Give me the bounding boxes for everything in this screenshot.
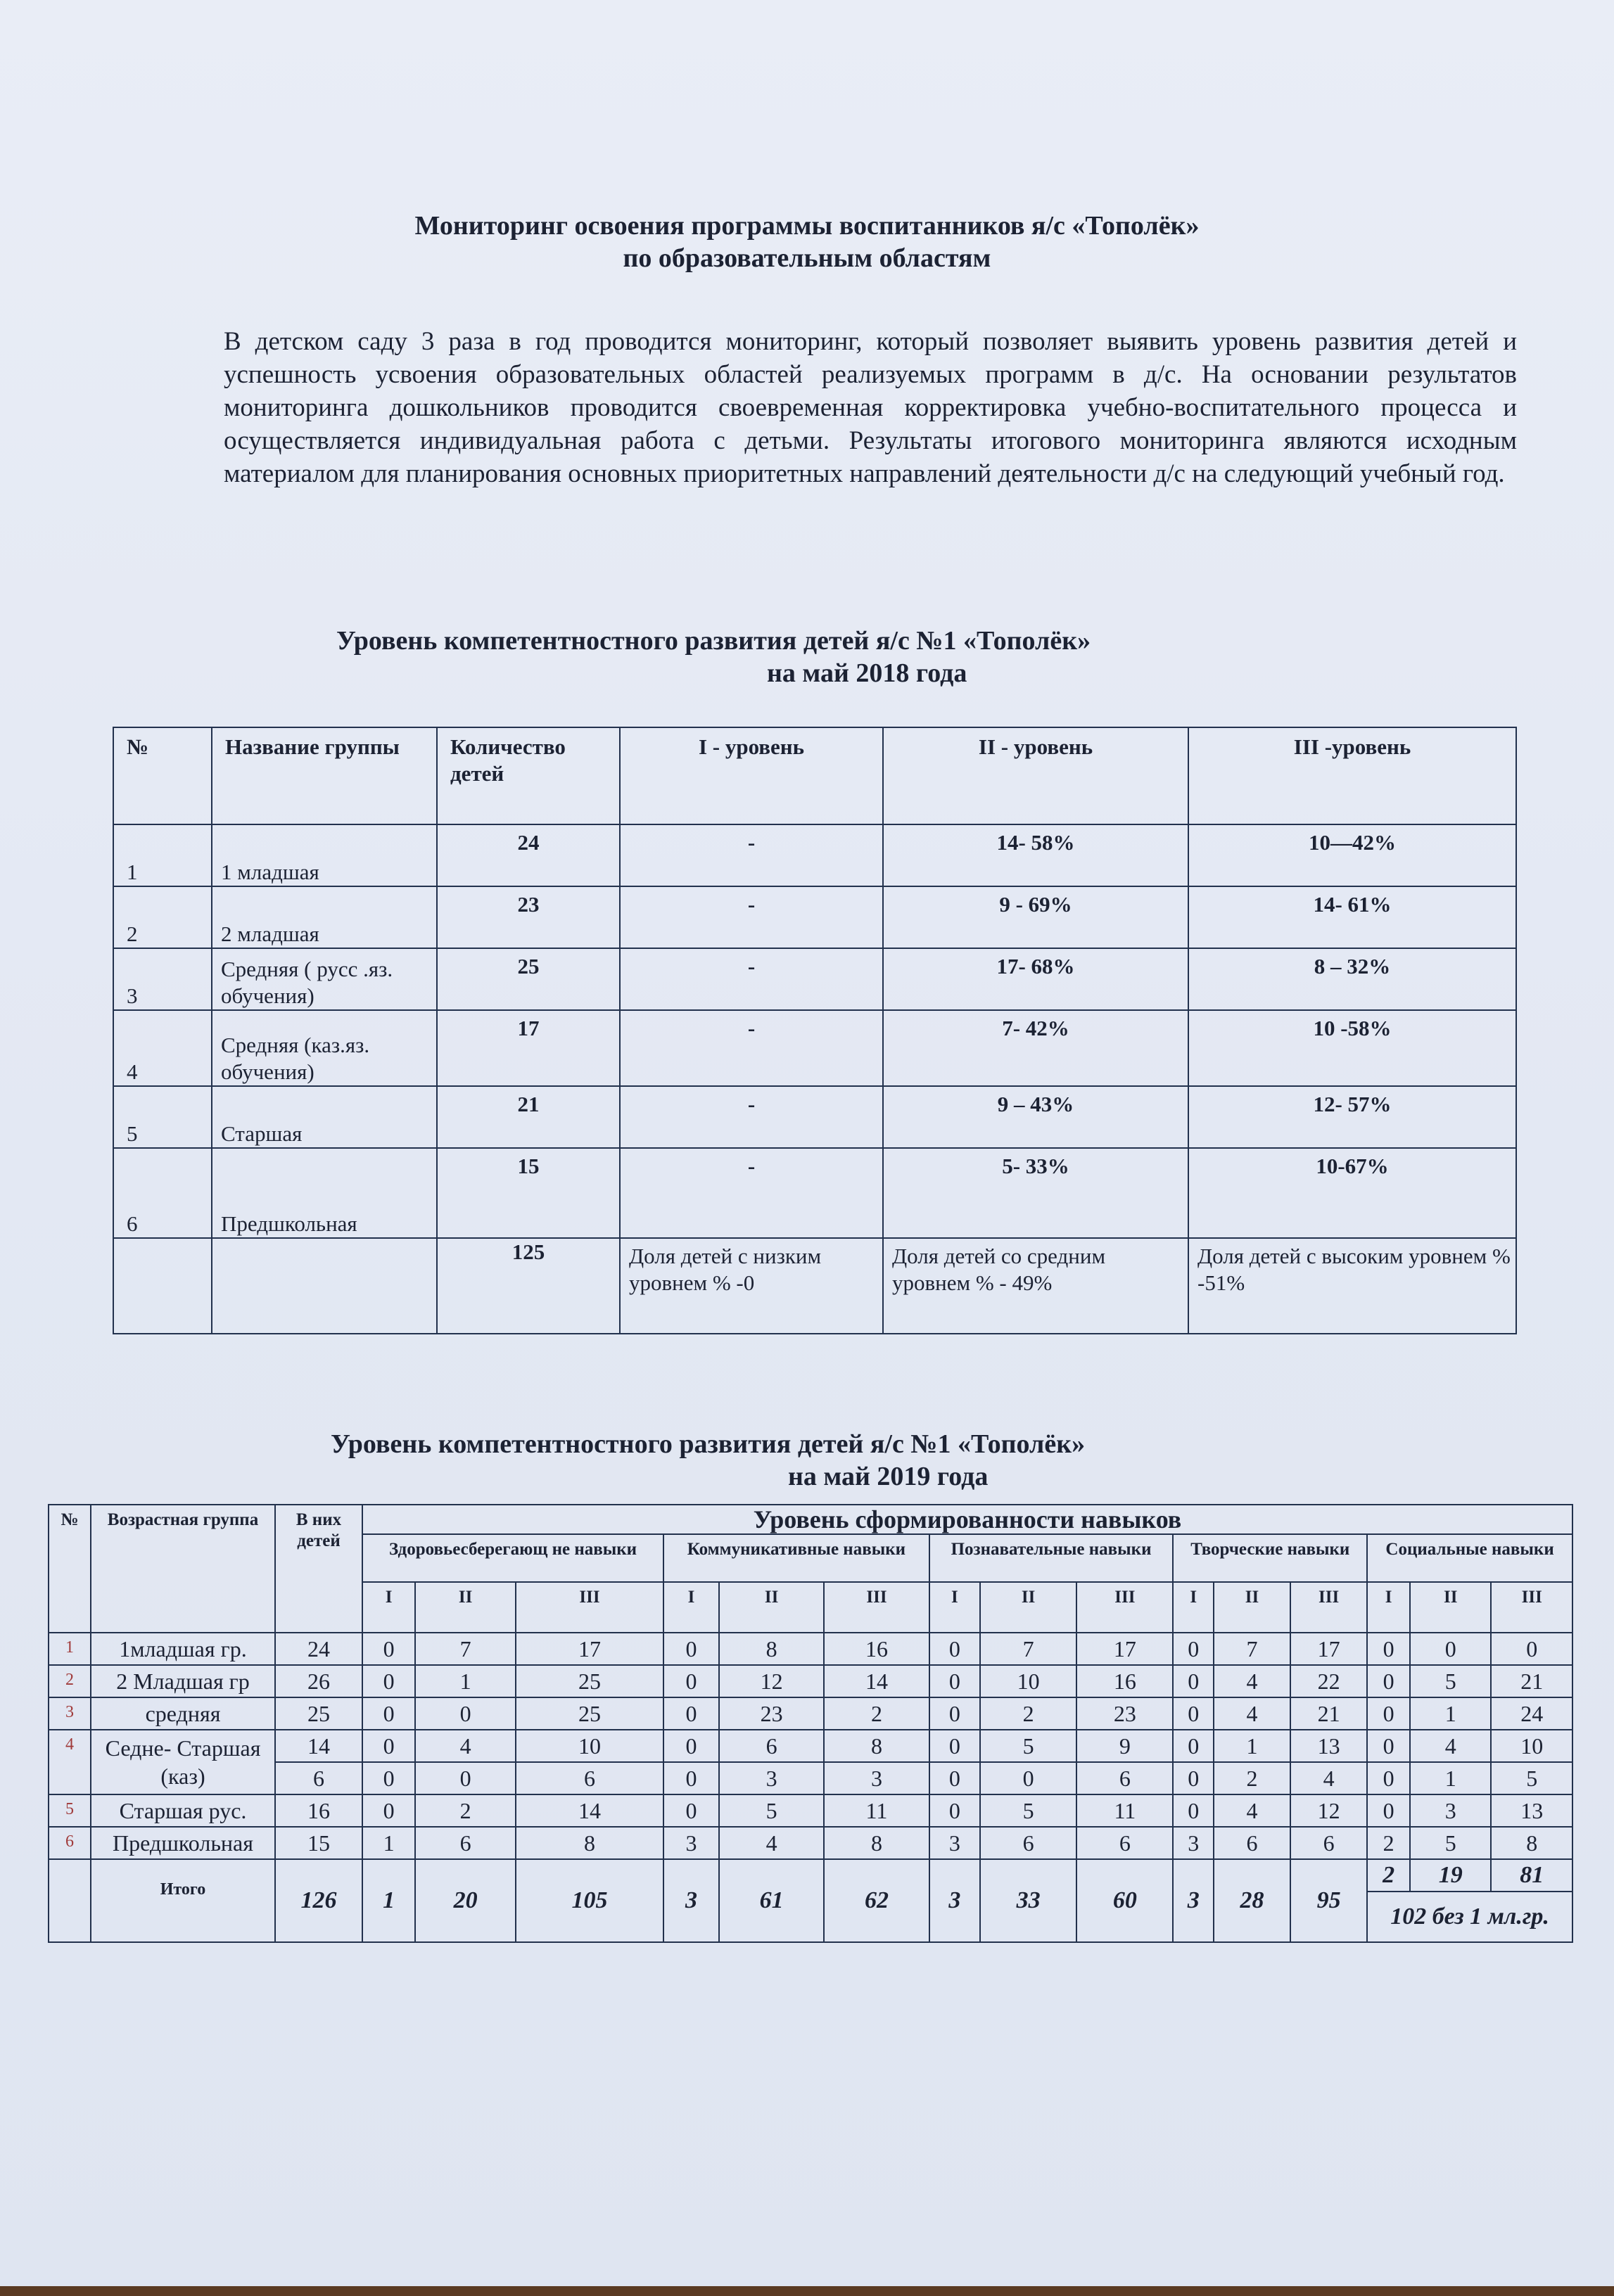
total-skill-value: 95 — [1290, 1859, 1367, 1942]
total-skill-value: 20 — [415, 1859, 516, 1942]
header-level-1: I — [1173, 1582, 1214, 1633]
total-social-value: 2 — [1367, 1859, 1410, 1892]
skill-value: 2 — [415, 1794, 516, 1827]
row-number: 2 — [49, 1665, 91, 1697]
group-name: Старшая — [212, 1086, 437, 1148]
header-group-name: Название группы — [212, 727, 437, 824]
skill-value: 0 — [1173, 1762, 1214, 1794]
skill-value: 0 — [1410, 1633, 1491, 1665]
total-row — [49, 1859, 1572, 1892]
skill-value: 6 — [1290, 1827, 1367, 1859]
skill-value: 12 — [1290, 1794, 1367, 1827]
total-skill-value: 33 — [980, 1859, 1076, 1942]
header-count: Количество детей — [437, 727, 620, 824]
table-row — [113, 1148, 1516, 1238]
skill-value: 6 — [516, 1762, 663, 1794]
skill-value: 0 — [663, 1697, 719, 1730]
skill-value: 0 — [415, 1697, 516, 1730]
skill-value: 23 — [719, 1697, 824, 1730]
skill-value: 0 — [929, 1697, 980, 1730]
skill-value: 10 — [1491, 1730, 1572, 1762]
skill-value: 3 — [929, 1827, 980, 1859]
row-number: 3 — [49, 1697, 91, 1730]
children-count: 24 — [275, 1633, 362, 1665]
header-level-2: II - уровень — [883, 727, 1188, 824]
skill-value: 3 — [1410, 1794, 1491, 1827]
skill-value: 6 — [719, 1730, 824, 1762]
header-level-2: II — [980, 1582, 1076, 1633]
skill-value: 0 — [929, 1794, 980, 1827]
table-2019-title-line-1: Уровень компетентностного развития детей я/с №1 «Тополёк» — [331, 1429, 1086, 1459]
skill-value: 0 — [362, 1794, 415, 1827]
skill-value: 0 — [980, 1762, 1076, 1794]
skill-value: 12 — [719, 1665, 824, 1697]
skill-value: 14 — [824, 1665, 929, 1697]
children-count: 16 — [275, 1794, 362, 1827]
skill-value: 8 — [824, 1827, 929, 1859]
total-empty-num — [113, 1238, 212, 1334]
total-skill-value: 62 — [824, 1859, 929, 1942]
header-level-2: II — [1410, 1582, 1491, 1633]
header-skill-health: Здоровьесберегающ не навыки — [362, 1534, 663, 1582]
skill-value: 3 — [663, 1827, 719, 1859]
header-level-3: III -уровень — [1188, 727, 1516, 824]
skill-value: 1 — [1410, 1697, 1491, 1730]
skill-value: 8 — [516, 1827, 663, 1859]
skill-value: 23 — [1076, 1697, 1173, 1730]
table-2019-title — [0, 1428, 1614, 1493]
header-level-3: III — [1491, 1582, 1572, 1633]
skill-value: 8 — [719, 1633, 824, 1665]
title-line-2: по образовательным областям — [623, 243, 991, 273]
skill-value: 0 — [362, 1665, 415, 1697]
skill-value: 0 — [929, 1730, 980, 1762]
skill-value: 22 — [1290, 1665, 1367, 1697]
document-title — [0, 210, 1614, 274]
table-row — [113, 948, 1516, 1010]
skill-value: 0 — [362, 1730, 415, 1762]
total-social-value: 19 — [1410, 1859, 1491, 1892]
skill-value: 4 — [1410, 1730, 1491, 1762]
skill-value: 16 — [1076, 1665, 1173, 1697]
level-1-value: - — [620, 886, 883, 948]
table-row — [49, 1762, 1572, 1794]
children-count: 15 — [275, 1827, 362, 1859]
children-count: 23 — [437, 886, 620, 948]
skill-value: 6 — [1214, 1827, 1290, 1859]
skill-value: 0 — [929, 1633, 980, 1665]
table-row — [49, 1827, 1572, 1859]
level-2-value: 14- 58% — [883, 824, 1188, 886]
skill-value: 0 — [1367, 1665, 1410, 1697]
skill-value: 13 — [1290, 1730, 1367, 1762]
skill-value: 16 — [824, 1633, 929, 1665]
skill-value: 6 — [415, 1827, 516, 1859]
skill-value: 0 — [1173, 1730, 1214, 1762]
level-2-value: 5- 33% — [883, 1148, 1188, 1238]
skill-value: 17 — [516, 1633, 663, 1665]
skill-value: 4 — [1214, 1794, 1290, 1827]
skill-value: 5 — [719, 1794, 824, 1827]
skill-value: 0 — [1173, 1794, 1214, 1827]
skill-value: 21 — [1491, 1665, 1572, 1697]
skill-value: 14 — [516, 1794, 663, 1827]
skill-value: 0 — [362, 1762, 415, 1794]
children-count: 25 — [437, 948, 620, 1010]
total-skill-value: 1 — [362, 1859, 415, 1942]
skill-value: 0 — [663, 1730, 719, 1762]
skill-value: 0 — [929, 1665, 980, 1697]
share-low-level: Доля детей с низким уровнем % -0 — [620, 1238, 883, 1334]
group-name: 2 младшая — [212, 886, 437, 948]
header-level-3: III — [1076, 1582, 1173, 1633]
skill-value: 10 — [516, 1730, 663, 1762]
skill-value: 11 — [824, 1794, 929, 1827]
intro-paragraph: В детском саду 3 раза в год проводится мониторинг, который позволяет выявить уровень развития детей и успешность усвоения образовательных областей реализуемых программ в д/с. На основании результатов мониторинга дошкольников проводится своевременная корректировка учебно-воспитательного процесса и осуществляется индивидуальная работа с детьми. Результаты итогового мониторинга являются исходным материалом для планирования основных приоритетных направлений деятельности д/с на следующий учебный год. — [224, 327, 1517, 488]
skill-value: 7 — [980, 1633, 1076, 1665]
skill-value: 5 — [1410, 1665, 1491, 1697]
level-3-value: 8 – 32% — [1188, 948, 1516, 1010]
skill-value: 0 — [1367, 1730, 1410, 1762]
total-social-note: 102 без 1 мл.гр. — [1367, 1892, 1572, 1942]
children-count: 6 — [275, 1762, 362, 1794]
skill-value: 2 — [980, 1697, 1076, 1730]
header-level-3: III — [1290, 1582, 1367, 1633]
level-1-value: - — [620, 1086, 883, 1148]
level-3-value: 10-67% — [1188, 1148, 1516, 1238]
group-name: Средняя (каз.яз. обучения) — [212, 1010, 437, 1086]
skill-value: 8 — [1491, 1827, 1572, 1859]
total-children-count: 125 — [437, 1238, 620, 1334]
skill-value: 9 — [1076, 1730, 1173, 1762]
skill-value: 6 — [1076, 1762, 1173, 1794]
header-level-1: I — [663, 1582, 719, 1633]
group-name: Старшая рус. — [91, 1794, 275, 1827]
level-1-value: - — [620, 1010, 883, 1086]
total-skill-value: 105 — [516, 1859, 663, 1942]
skill-value: 0 — [1367, 1762, 1410, 1794]
skill-value: 0 — [929, 1762, 980, 1794]
skill-value: 3 — [719, 1762, 824, 1794]
skill-value: 8 — [824, 1730, 929, 1762]
header-children: В них детей — [275, 1505, 362, 1633]
header-level-3: III — [824, 1582, 929, 1633]
skill-value: 0 — [663, 1762, 719, 1794]
group-name: Предшкольная — [212, 1148, 437, 1238]
skill-value: 5 — [1491, 1762, 1572, 1794]
header-skill-communication: Коммуникативные навыки — [663, 1534, 929, 1582]
skill-value: 5 — [1410, 1827, 1491, 1859]
header-skill-creative: Творческие навыки — [1173, 1534, 1367, 1582]
skill-value: 0 — [663, 1633, 719, 1665]
children-count: 25 — [275, 1697, 362, 1730]
row-number: 1 — [113, 824, 212, 886]
skill-value: 4 — [1214, 1665, 1290, 1697]
skill-value: 1 — [362, 1827, 415, 1859]
table-row — [113, 1086, 1516, 1148]
header-level-1: I — [1367, 1582, 1410, 1633]
skill-value: 0 — [1173, 1665, 1214, 1697]
skill-value: 24 — [1491, 1697, 1572, 1730]
header-skill-social: Социальные навыки — [1367, 1534, 1572, 1582]
table-row — [49, 1665, 1572, 1697]
header-level-1: I — [929, 1582, 980, 1633]
table-2019-title-line-2: на май 2019 года — [788, 1462, 989, 1491]
level-2-value: 9 - 69% — [883, 886, 1188, 948]
row-number: 2 — [113, 886, 212, 948]
skill-value: 4 — [1290, 1762, 1367, 1794]
table-2018 — [113, 727, 1517, 1334]
skill-value: 17 — [1076, 1633, 1173, 1665]
skill-value: 11 — [1076, 1794, 1173, 1827]
group-name: 1младшая гр. — [91, 1633, 275, 1665]
skill-value: 0 — [663, 1665, 719, 1697]
level-2-value: 17- 68% — [883, 948, 1188, 1010]
row-number: 1 — [49, 1633, 91, 1665]
total-skill-value: 28 — [1214, 1859, 1290, 1942]
header-level-1: I - уровень — [620, 727, 883, 824]
header-level-2: II — [1214, 1582, 1290, 1633]
skill-value: 1 — [415, 1665, 516, 1697]
table-surface — [0, 2286, 1614, 2296]
table-2018-title-line-2: на май 2018 года — [767, 658, 967, 688]
table-header-row — [113, 727, 1516, 824]
skill-value: 2 — [824, 1697, 929, 1730]
table-row — [49, 1730, 1572, 1762]
children-count: 26 — [275, 1665, 362, 1697]
level-3-value: 10 -58% — [1188, 1010, 1516, 1086]
skill-value: 0 — [663, 1794, 719, 1827]
skill-value: 7 — [1214, 1633, 1290, 1665]
header-level-1: I — [362, 1582, 415, 1633]
level-1-value: - — [620, 824, 883, 886]
group-name: 2 Младшая гр — [91, 1665, 275, 1697]
skill-value: 4 — [1214, 1697, 1290, 1730]
level-2-value: 9 – 43% — [883, 1086, 1188, 1148]
header-num: № — [113, 727, 212, 824]
header-level-3: III — [516, 1582, 663, 1633]
header-level-2: II — [415, 1582, 516, 1633]
table-header-row — [49, 1505, 1572, 1534]
skill-value: 3 — [824, 1762, 929, 1794]
level-1-value: - — [620, 1148, 883, 1238]
skill-value: 1 — [1410, 1762, 1491, 1794]
table-row — [49, 1697, 1572, 1730]
skill-value: 0 — [1173, 1697, 1214, 1730]
level-3-value: 10—42% — [1188, 824, 1516, 886]
row-number: 3 — [113, 948, 212, 1010]
skill-value: 0 — [362, 1697, 415, 1730]
group-name: средняя — [91, 1697, 275, 1730]
skill-value: 21 — [1290, 1697, 1367, 1730]
group-name: Предшкольная — [91, 1827, 275, 1859]
total-empty-name — [212, 1238, 437, 1334]
skill-value: 7 — [415, 1633, 516, 1665]
share-high-level: Доля детей с высоким уровнем % -51% — [1188, 1238, 1516, 1334]
skill-value: 25 — [516, 1697, 663, 1730]
row-number: 6 — [113, 1148, 212, 1238]
header-group: Возрастная группа — [91, 1505, 275, 1633]
children-count: 24 — [437, 824, 620, 886]
skill-value: 0 — [1367, 1633, 1410, 1665]
skill-value: 0 — [1491, 1633, 1572, 1665]
table-row — [113, 886, 1516, 948]
level-2-value: 7- 42% — [883, 1010, 1188, 1086]
skill-value: 6 — [980, 1827, 1076, 1859]
table-row — [113, 824, 1516, 886]
level-1-value: - — [620, 948, 883, 1010]
skill-value: 13 — [1491, 1794, 1572, 1827]
row-number: 5 — [49, 1794, 91, 1827]
row-number: 4 — [49, 1730, 91, 1794]
skill-value: 6 — [1076, 1827, 1173, 1859]
children-count: 17 — [437, 1010, 620, 1086]
skill-value: 2 — [1214, 1762, 1290, 1794]
row-number: 5 — [113, 1086, 212, 1148]
table-2019 — [48, 1504, 1573, 1943]
table-row — [113, 1010, 1516, 1086]
total-skill-value: 61 — [719, 1859, 824, 1942]
total-skill-value: 3 — [929, 1859, 980, 1942]
skill-value: 0 — [1367, 1697, 1410, 1730]
skill-value: 17 — [1290, 1633, 1367, 1665]
header-level-2: II — [719, 1582, 824, 1633]
skill-value: 0 — [415, 1762, 516, 1794]
total-row — [113, 1238, 1516, 1334]
row-number: 4 — [113, 1010, 212, 1086]
skill-value: 1 — [1214, 1730, 1290, 1762]
row-number: 6 — [49, 1827, 91, 1859]
skill-value: 0 — [1173, 1633, 1214, 1665]
header-skills-level: Уровень сформированности навыков — [362, 1505, 1572, 1534]
skill-value: 5 — [980, 1794, 1076, 1827]
skill-value: 0 — [1367, 1794, 1410, 1827]
children-count: 21 — [437, 1086, 620, 1148]
table-row — [49, 1633, 1572, 1665]
group-name: Седне- Старшая (каз) — [91, 1730, 275, 1794]
total-social-value: 81 — [1491, 1859, 1572, 1892]
skill-value: 2 — [1367, 1827, 1410, 1859]
table-row — [49, 1794, 1572, 1827]
skill-value: 3 — [1173, 1827, 1214, 1859]
total-skill-value: 3 — [1173, 1859, 1214, 1942]
total-label: Итого — [91, 1859, 275, 1942]
children-count: 15 — [437, 1148, 620, 1238]
level-3-value: 12- 57% — [1188, 1086, 1516, 1148]
total-empty-num — [49, 1859, 91, 1942]
share-mid-level: Доля детей со средним уровнем % - 49% — [883, 1238, 1188, 1334]
level-3-value: 14- 61% — [1188, 886, 1516, 948]
skill-value: 5 — [980, 1730, 1076, 1762]
table-2018-title-line-1: Уровень компетентностного развития детей я/с №1 «Тополёк» — [336, 626, 1091, 656]
skill-value: 10 — [980, 1665, 1076, 1697]
skill-value: 4 — [719, 1827, 824, 1859]
total-skill-value: 60 — [1076, 1859, 1173, 1942]
skill-value: 0 — [362, 1633, 415, 1665]
total-children: 126 — [275, 1859, 362, 1942]
title-line-1: Мониторинг освоения программы воспитанников я/с «Тополёк» — [414, 211, 1200, 241]
skill-value: 25 — [516, 1665, 663, 1697]
table-2018-title — [0, 625, 1614, 689]
group-name: 1 младшая — [212, 824, 437, 886]
total-skill-value: 3 — [663, 1859, 719, 1942]
skill-value: 4 — [415, 1730, 516, 1762]
group-name: Средняя ( русс .яз. обучения) — [212, 948, 437, 1010]
header-num: № — [49, 1505, 91, 1633]
header-skill-cognitive: Познавательные навыки — [929, 1534, 1174, 1582]
children-count: 14 — [275, 1730, 362, 1762]
